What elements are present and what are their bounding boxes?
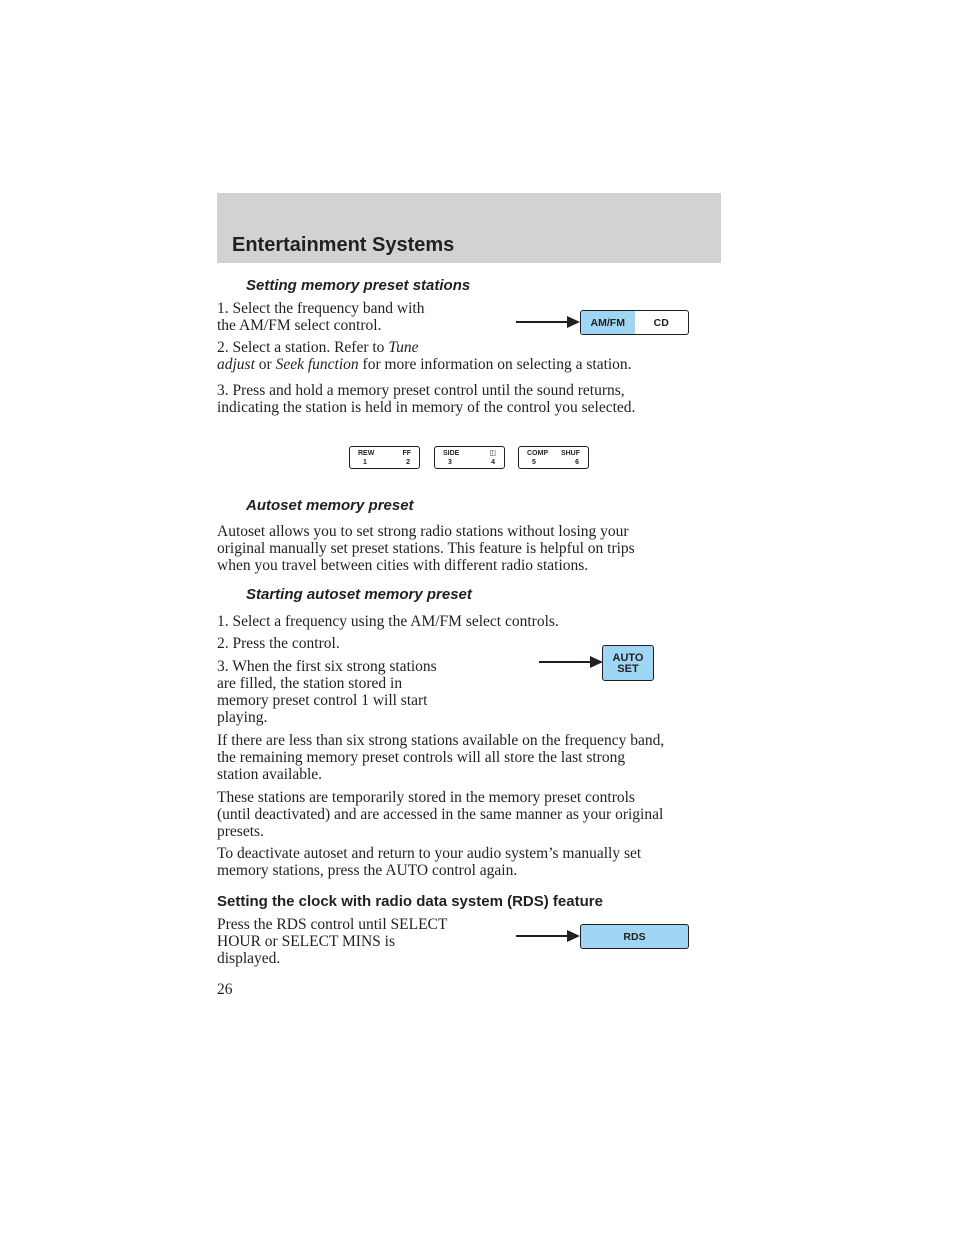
step3-text [217, 382, 727, 416]
auto-set-button[interactable] [602, 645, 654, 681]
preset-button-3-4[interactable] [434, 446, 505, 469]
autoset-para1-line2: the remaining memory preset controls will all store the last strong [217, 749, 626, 766]
step2-text [217, 339, 717, 373]
step3-line2: indicating the station is held in memory of the control you selected. [217, 399, 636, 416]
amfm-cd-button[interactable] [580, 310, 689, 335]
autoset-line3: when you travel between cities with different radio stations. [217, 557, 589, 574]
heading-setting-memory-preset: Setting memory preset stations [246, 277, 471, 294]
autoset-step3-line1: 3. When the first six strong stations [217, 658, 437, 675]
page-title: Entertainment Systems [232, 234, 455, 256]
step2-line2-end: for more information on selecting a station. [358, 356, 632, 373]
preset-button-1-2[interactable] [349, 446, 420, 469]
preset-ff-label: FF [402, 450, 411, 457]
step2-or: or [254, 356, 276, 373]
preset-1-label: 1 [363, 459, 367, 466]
rds-line1: Press the RDS control until SELECT [217, 916, 448, 933]
step1-line2: the AM/FM select control. [217, 317, 382, 334]
autoset-para2-line3: presets. [217, 823, 264, 840]
preset-comp-label: COMP [527, 450, 548, 457]
autoset-step3-line3: memory preset control 1 will start [217, 692, 428, 709]
step2-line1-text: 2. Select a station. Refer to [217, 339, 389, 356]
autoset-para1-line1: If there are less than six strong stations available on the frequency band, [217, 732, 665, 749]
page-number: 26 [217, 981, 233, 998]
arrow-to-amfm-icon [515, 314, 581, 330]
rds-line2: HOUR or SELECT MINS is [217, 933, 395, 950]
rds-paragraph [217, 916, 447, 967]
arrow-to-rds-icon [515, 928, 581, 944]
autoset-step2: 2. Press the control. [217, 635, 340, 652]
step2-line1 [217, 339, 717, 356]
autoset-step1: 1. Select a frequency using the AM/FM select controls. [217, 613, 559, 630]
autoset-para1-line3: station available. [217, 766, 323, 783]
preset-4-label: 4 [491, 459, 495, 466]
autoset-para2 [217, 789, 727, 840]
preset-5-label: 5 [532, 459, 536, 466]
rds-line3: displayed. [217, 950, 281, 967]
autoset-para3-line2: memory stations, press the AUTO control again. [217, 862, 518, 879]
heading-autoset-memory-preset: Autoset memory preset [246, 497, 414, 514]
step3-line1: 3. Press and hold a memory preset control until the sound returns, [217, 382, 625, 399]
autoset-para2-line2: (until deactivated) and are accessed in the same manner as your original [217, 806, 664, 823]
step2-adjust-italic: adjust [217, 356, 255, 373]
section-header-band [217, 193, 721, 263]
step1-line1: 1. Select the frequency band with [217, 300, 425, 317]
preset-shuf-label: SHUF [560, 450, 580, 457]
preset-book-icon: ◫ [489, 450, 496, 457]
auto-label: AUTO [612, 652, 644, 664]
preset-6-label: 6 [575, 459, 579, 466]
autoset-line1: Autoset allows you to set strong radio stations without losing your [217, 523, 629, 540]
heading-starting-autoset: Starting autoset memory preset [246, 586, 472, 603]
autoset-para3-line1: To deactivate autoset and return to your audio system’s manually set [217, 845, 642, 862]
arrow-to-auto-icon [538, 654, 604, 670]
step2-line2 [217, 356, 717, 373]
autoset-step3-line4: playing. [217, 709, 268, 726]
autoset-para2-line1: These stations are temporarily stored in the memory preset controls [217, 789, 635, 806]
amfm-button-half[interactable]: AM/FM [581, 311, 635, 334]
preset-2-label: 2 [406, 459, 410, 466]
step2-seek-italic: Seek function [275, 356, 359, 373]
autoset-paragraph [217, 523, 727, 574]
step1-text [217, 300, 424, 334]
preset-3-label: 3 [448, 459, 452, 466]
autoset-step3-line2: are filled, the station stored in [217, 675, 403, 692]
preset-side-label: SIDE [443, 450, 460, 457]
autoset-para1 [217, 732, 727, 783]
preset-button-5-6[interactable] [518, 446, 589, 469]
heading-rds-clock: Setting the clock with radio data system (RDS) feature [217, 893, 603, 910]
preset-rew-label: REW [358, 450, 375, 457]
autoset-para3 [217, 845, 727, 879]
step2-tune-italic: Tune [388, 339, 419, 356]
set-label: SET [617, 663, 639, 675]
autoset-line2: original manually set preset stations. This feature is helpful on trips [217, 540, 635, 557]
autoset-step3 [217, 658, 437, 726]
rds-button[interactable]: RDS [580, 924, 689, 949]
cd-button-half[interactable]: CD [653, 316, 669, 329]
